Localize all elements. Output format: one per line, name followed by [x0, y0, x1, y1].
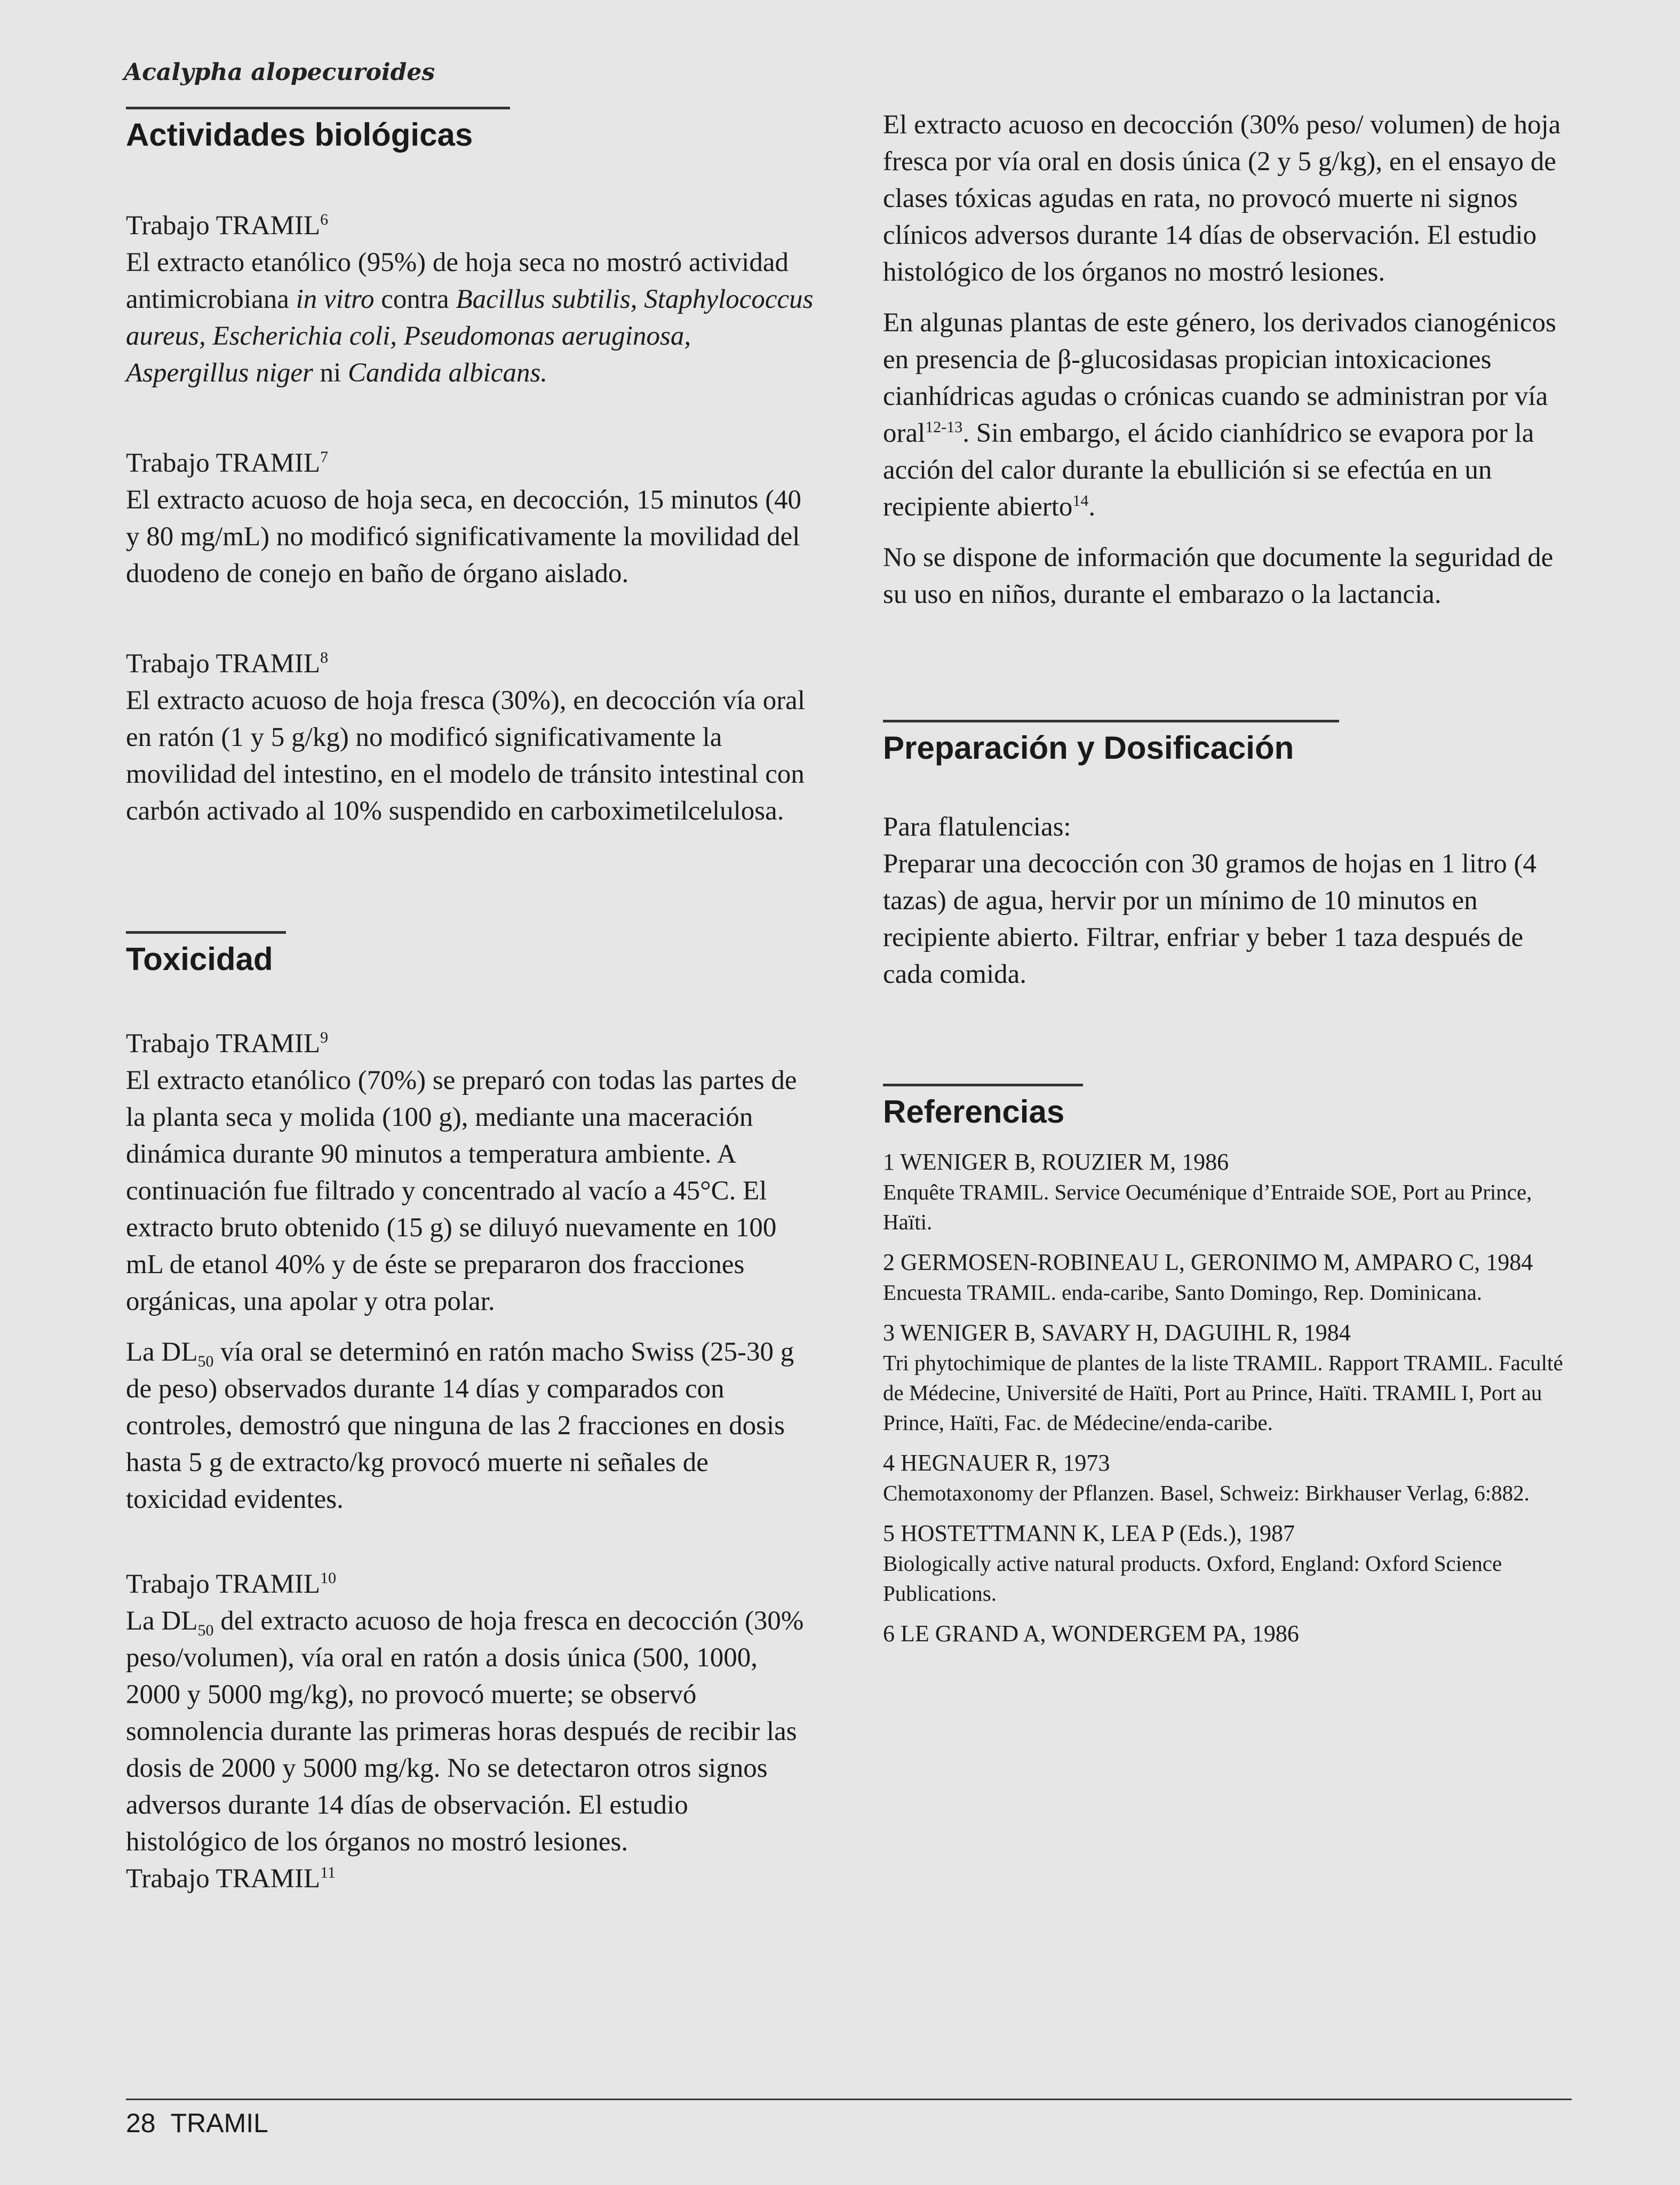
text-segment: ni [313, 358, 348, 388]
running-head: Acalypha alopecuroides [124, 59, 435, 86]
page-footer [126, 2108, 268, 2139]
reference-superscript: 8 [320, 649, 329, 666]
trabajo-label [126, 1026, 814, 1062]
trabajo-label-text: Trabajo TRAMIL [126, 211, 321, 241]
trabajo-8 [126, 646, 814, 830]
trabajo-label-text: Trabajo TRAMIL [126, 1569, 321, 1599]
trabajo-label [126, 208, 814, 244]
preparacion-lead: Para flatulencias: [883, 812, 1071, 842]
text-segment: del extracto acuoso de hoja fresca en decocción (30% peso/volumen), vía oral en ratón a dosis única (500, 1000, 2000 y 5000 mg/kg), no provocó muerte; se observó somnolencia durante las primeras horas después de recibir las dosis de 2000 y 5000 mg/kg. No se detectaron otros signos adversos durante 14 días de observación. El estudio histológico de los órganos no mostró lesiones. [126, 1606, 804, 1857]
section-toxicidad-heading [126, 931, 286, 979]
trabajo-6 [126, 208, 814, 392]
italic-segment: in vitro [296, 284, 375, 314]
reference-author: 3 WENIGER B, SAVARY H, DAGUIHL R, 1984 [883, 1320, 1351, 1346]
section-preparacion-heading [883, 720, 1339, 767]
footer-label: TRAMIL [170, 2108, 268, 2138]
text-segment: vía oral se determinó en ratón macho Swiss (25-30 g de peso) observados durante 14 días y comparados con controles, demostró que ninguna de las 2 fracciones en dosis hasta 5 g de extracto/kg provocó muerte ni señales de toxicidad evidentes. [126, 1337, 794, 1514]
text-segment: La DL [126, 1337, 198, 1367]
reference-detail: Biologically active natural products. Oxford, England: Oxford Science Publications. [883, 1551, 1502, 1606]
section-title: Actividades biológicas [126, 117, 473, 153]
reference-detail: Encuesta TRAMIL. enda-caribe, Santo Domingo, Rep. Dominicana. [883, 1280, 1483, 1305]
trabajo-11-label [126, 1861, 814, 1897]
cyanogenic-text [883, 305, 1571, 526]
safety-text: No se dispone de información que documente la seguridad de su uso en niños, durante el embarazo o la lactancia. [883, 543, 1554, 609]
heading-rule [883, 1084, 1083, 1086]
reference-superscript: 10 [320, 1569, 337, 1587]
trabajo-10 [126, 1566, 814, 1897]
reference-superscript: 7 [320, 448, 329, 466]
reference-item [883, 1147, 1571, 1237]
subscript: 50 [197, 1622, 214, 1640]
page-number: 28 [126, 2108, 156, 2138]
reference-item [883, 1448, 1571, 1508]
heading-rule [126, 107, 510, 109]
trabajo-9 [126, 1026, 814, 1518]
trabajo-label-text: Trabajo TRAMIL [126, 649, 321, 679]
preparacion-body [883, 809, 1571, 993]
heading-rule [126, 931, 286, 934]
species-names: Bacillus subtilis, Staphylococcus aureus, Escherichia coli, Pseudomonas aeruginosa, Aspergillus niger [126, 284, 814, 388]
reference-superscript: 9 [320, 1029, 329, 1046]
preparacion-text: Preparar una decocción con 30 gramos de hojas en 1 litro (4 tazas) de agua, hervir por un mínimo de 10 minutos en recipiente abierto. Filtrar, enfriar y beber 1 taza después de cada comida. [883, 849, 1536, 989]
trabajo-label-text: Trabajo TRAMIL [126, 1864, 321, 1894]
heading-rule [883, 720, 1339, 722]
trabajo-label [126, 1566, 814, 1603]
trabajo-7-text: El extracto acuoso de hoja seca, en decocción, 15 minutos (40 y 80 mg/mL) no modificó significativamente la movilidad del duodeno de conejo en baño de órgano aislado. [126, 485, 802, 589]
footer-rule [126, 2099, 1572, 2100]
trabajo-7 [126, 445, 814, 592]
reference-item [883, 1248, 1571, 1307]
reference-author: 5 HOSTETTMANN K, LEA P (Eds.), 1987 [883, 1520, 1295, 1546]
section-title: Toxicidad [126, 941, 273, 977]
subscript: 50 [197, 1353, 214, 1371]
reference-superscript: 14 [1072, 492, 1089, 510]
text-segment: contra [374, 284, 456, 314]
reference-author: 2 GERMOSEN-ROBINEAU L, GERONIMO M, AMPARO C, 1984 [883, 1249, 1533, 1275]
section-title: Referencias [883, 1094, 1065, 1130]
species-name: Candida albicans. [348, 358, 548, 388]
section-actividades-heading [126, 107, 510, 154]
trabajo-label-text: Trabajo TRAMIL [126, 448, 321, 478]
text-segment: La DL [126, 1606, 198, 1636]
trabajo-8-text: El extracto acuoso de hoja fresca (30%), en decocción vía oral en ratón (1 y 5 g/kg) no modificó significativamente la movilidad del intestino, en el modelo de tránsito intestinal con carbón activado al 10% suspendido en carboximetilcelulosa. [126, 686, 805, 826]
trabajo-label-text: Trabajo TRAMIL [126, 1029, 321, 1059]
toxicity-continued-text: El extracto acuoso en decocción (30% peso/ volumen) de hoja fresca por vía oral en dosis única (2 y 5 g/kg), en el ensayo de clases tóxicas agudas en rata, no provocó muerte ni signos clínicos adversos durante 14 días de observación. El estudio histológico de los órganos no mostró lesiones. [883, 110, 1561, 287]
text-segment: . Sin embargo, el ácido cianhídrico se evapora por la acción del calor durante la ebullición si se efectúa en un recipiente abierto [883, 418, 1534, 522]
text-segment: En algunas plantas de este género, los derivados cianogénicos en presencia de β-glucosidasas propician intoxicaciones cianhídricas agudas o crónicas cuando se administran por vía oral [883, 308, 1556, 448]
right-column [883, 107, 1571, 1649]
reference-item [883, 1519, 1571, 1608]
trabajo-label [126, 445, 814, 482]
reference-author: 1 WENIGER B, ROUZIER M, 1986 [883, 1149, 1229, 1175]
reference-detail: Tri phytochimique de plantes de la liste TRAMIL. Rapport TRAMIL. Faculté de Médecine, Université de Haïti, Port au Prince, Haïti. TRAMIL I, Port au Prince, Haïti, Fac. de Médecine/enda-caribe. [883, 1350, 1563, 1435]
reference-author: 6 LE GRAND A, WONDERGEM PA, 1986 [883, 1620, 1299, 1647]
reference-detail: Enquête TRAMIL. Service Oecuménique d’Entraide SOE, Port au Prince, Haïti. [883, 1180, 1532, 1234]
reference-superscript: 12-13 [925, 418, 963, 436]
text-segment: . [1088, 492, 1096, 522]
section-referencias-heading [883, 1084, 1083, 1131]
reference-detail: Chemotaxonomy der Pflanzen. Basel, Schweiz: Birkhauser Verlag, 6:882. [883, 1481, 1530, 1505]
reference-author: 4 HEGNAUER R, 1973 [883, 1450, 1110, 1476]
text-segment: El extracto etanólico (95%) de hoja seca no mostró actividad antimicrobiana [126, 248, 789, 314]
reference-item [883, 1318, 1571, 1437]
reference-superscript: 11 [320, 1864, 336, 1881]
trabajo-10-text [126, 1603, 814, 1861]
trabajo-6-text [126, 244, 814, 392]
trabajo-9-text: El extracto etanólico (70%) se preparó con todas las partes de la planta seca y molida (100 g), mediante una maceración dinámica durante 90 minutos a temperatura ambiente. A continuación fue filtrado y concentrado al vacío a 45°C. El extracto bruto obtenido (15 g) se diluyó nuevamente en 100 mL de etanol 40% y de éste se prepararon dos fracciones orgánicas, una apolar y otra polar. [126, 1066, 797, 1316]
reference-superscript: 6 [320, 211, 329, 228]
trabajo-label [126, 646, 814, 682]
left-column [126, 107, 814, 1897]
reference-item [883, 1619, 1571, 1649]
reference-list [883, 1147, 1571, 1649]
section-title: Preparación y Dosificación [883, 730, 1294, 766]
trabajo-9-dl50-text [126, 1334, 814, 1518]
